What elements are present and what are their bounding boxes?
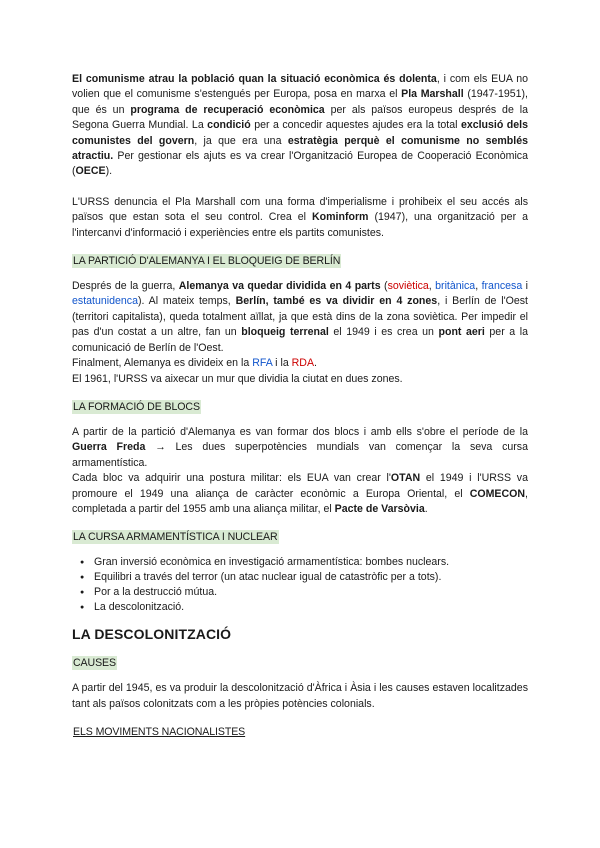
paragraph-causes: A partir del 1945, es va produir la descolonització d'Àfrica i Àsia i les causes estaven localitzades tant als països colonitzats com a les pròpies potències colonials. (72, 682, 528, 710)
paragraph-rfa-rda: Finalment, Alemanya es divideix en la RFA i la RDA. (72, 357, 317, 370)
list-item: ● Por a la destrucció mútua. (94, 585, 528, 600)
bullet-list (72, 555, 528, 615)
document-page (72, 72, 528, 740)
section-heading-cursa: LA CURSA ARMAMENTÍSTICA I NUCLEAR (73, 531, 278, 544)
list-item: ● Gran inversió econòmica en investigació armamentística: bombes nuclears. (94, 555, 528, 570)
paragraph-otan-comecon: Cada bloc va adquirir una postura militar: els EUA van crear l'OTAN el 1949 i l'URSS va promoure el 1949 una aliança de caràcter econòmic a Europa Oriental, el COMECON, completada a partir del 1955 amb una aliança militar, el Pacte de Varsòvia. (72, 472, 528, 515)
list-item: ● La descolonització. (94, 600, 528, 615)
list-item: ● Equilibri a través del terror (un atac nuclear igual de catastròfic per a tots). (94, 570, 528, 585)
paragraph-kominform: L'URSS denuncia el Pla Marshall com una forma d'imperialisme i prohibeix el seu accés als països que estan sota el seu control. Crea el Kominform (1947), una organització per a l'intercanvi d'informació i experiències entre els partits comunistes. (72, 195, 528, 239)
section-heading-moviments: ELS MOVIMENTS NACIONALISTES (73, 726, 246, 739)
paragraph-mur: El 1961, l'URSS va aixecar un mur que dividia la ciutat en dues zones. (72, 372, 403, 385)
heading-descolonitzacio: LA DESCOLONITZACIÓ (72, 626, 232, 643)
paragraph-guerra-freda: A partir de la partició d'Alemanya es van formar dos blocs i amb ells s'obre el període de la Guerra Freda → Les dues superpotències mundials van començar la seva cursa armamentística. (72, 425, 528, 469)
paragraph-particio: Després de la guerra, Alemanya va quedar dividida en 4 parts (soviètica, britànica, francesa i estatunidenca). Al mateix temps, Berlín, també es va dividir en 4 zones, i Berlín de l'Oest (territori capitalista), queda totalment aïllat, ja que està dins de la zona soviètica. Per impedir el pas d'un costat a un altre, fan un bloqueig terrenal el 1949 i es crea un pont aeri per a la comunicació de Berlín de l'Oest. (72, 280, 529, 354)
section-heading-causes: CAUSES (73, 657, 116, 670)
section-heading-particio: LA PARTICIÓ D'ALEMANYA I EL BLOQUEIG DE BERLÍN (73, 255, 341, 268)
bold-text: El comunisme atrau la població quan la situació econòmica és dolenta (72, 73, 437, 85)
paragraph-marshall: El comunisme atrau la població quan la situació econòmica és dolenta, i com els EUA no volien que el comunisme s'estengués per Europa, posa en marxa el Pla Marshall (1947-1951), que és un programa de recuperació econòmica per als països europeus després de la Segona Guerra Mundial. La condició per a concedir aquestes ajudes era la total exclusió dels comunistes del govern, ja que era una estratègia perquè el comunisme no semblés atractiu. Per gestionar els ajuts es va crear l'Organització Europea de Cooperació Econòmica (OECE). (72, 73, 528, 178)
section-heading-blocs: LA FORMACIÓ DE BLOCS (73, 400, 200, 413)
